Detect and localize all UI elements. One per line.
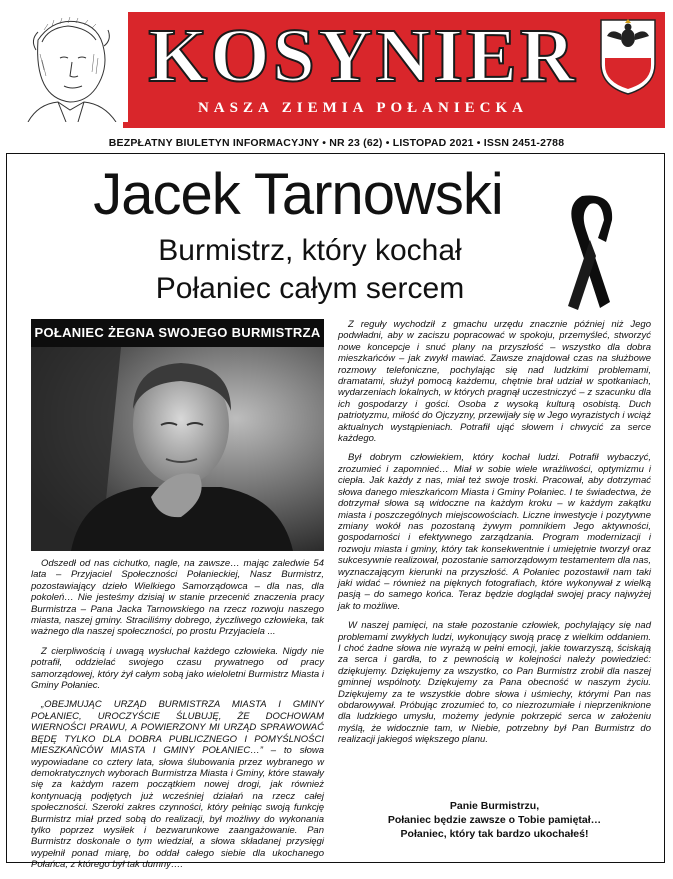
right-paragraph-3: W naszej pamięci, na stałe pozostanie człowiek, pochylający się nad problemami zwykłych ludzi, wykonujący swoją pracę z wielkim oddaniem. I choć żadne słowa nie wyrażą w pełni emocji, jakie towarzyszą, ściskają za serca i gardła, to z pewnością w kolejności należy powiedzieć: dziękujemy. Dziękujemy za wszystko, co Pan Burmistrz zrobił dla naszej gminnej wspólnoty. Dziękujemy za Pana obecność w naszym życiu. Dziękujemy za te wszystkie dobre słowa i uśmiechy, którymi Pan nas obdarowywał. Próbując zrozumieć to, co niezrozumiałe i nieprzeniknione dla ludzkiego umysłu, możemy jedynie pokrzepić serca w założeniu myślą, że widocznie tam, w Niebie, potrzebny był Pan Burmistrz do realizacji jakiegoś większego planu.: [338, 620, 651, 746]
kosciuszko-portrait-illustration: [8, 10, 128, 122]
issue-info-bar: BEZPŁATNY BIULETYN INFORMACYJNY • NR 23 (62) • LISTOPAD 2021 • ISSN 2451-2788: [108, 137, 565, 149]
left-paragraph-2: Z cierpliwością i uwagą wysłuchał każdego człowieka. Nigdy nie potrafił, oddzielać swojego czasu prywatnego od pracy samorządowej, który żył całym sobą jako wieloletni Burmistrz Miasta i Gminy Połaniec.: [31, 645, 324, 692]
masthead: [0, 0, 673, 128]
right-paragraph-1: Z reguły wychodził z gmachu urzędu znacznie później niż Jego podwładni, aby w zaciszu popracować w spokoju, przemyśleć, stworzyć nowe koncepcje i snuć plany na przyszłość – wszystko dla dobra mieszkańców – jak zwykł mawiać. Zawsze znajdował czas na służbowe rozmowy telefoniczne, pochylając się nad ludzkimi problemami, dramatami, służył pomocą każdemu, chętnie brał udział w spotkaniach, wydarzeniach lokalnych, w których pragnął uczestniczyć – z szacunku dla ich gospodarzy i gości. Osoba z wysoką kulturą osobistą. Duch patriotyzmu, miłość do Ojczyzny, przewijały się w Jego wyrazistych i wciąż aktualnych wystąpieniach. Potrafił ująć słowem i chwycić za serce każdego.: [338, 319, 651, 445]
coat-of-arms-icon: [597, 18, 659, 96]
article-subhead: [70, 232, 550, 308]
mourning-ribbon-icon: [560, 190, 618, 310]
article-left-column: [31, 558, 324, 879]
masthead-title: KOSYNIER: [148, 14, 578, 98]
closing-line-1: Panie Burmistrzu,: [449, 800, 540, 812]
article-headline: Jacek Tarnowski: [93, 162, 503, 227]
masthead-subtitle: NASZA ZIEMIA POŁANIECKA: [197, 100, 529, 116]
article-right-column: [338, 319, 651, 754]
right-paragraph-2: Był dobrym człowiekiem, który kochał ludzi. Potrafił wybaczyć, zrozumieć i zapomnieć… Miał w sobie wiele wrażliwości, optymizmu i ciepła. Jak każdy z nas, miał też swoje troski. Pracował, aby dotrzymać słowa danego mieszkańcom Miasta i Gminy Połaniec. I te świadectwa, że dotrzymał słowa są widoczne na każdym kroku – w każdym zakątku miasta i poszczególnych miejscowościach. Liczne inwestycje i pozytywne zmiany wokół nas pozostaną żywym pomnikiem Jego aktywności, gospodarności i efektywnego zarządzania. Program modernizacji i rozwoju miasta i gminy, który tak konsekwentnie i umiejętnie tworzył oraz sukcesywnie realizował, pozostanie samorządowym testamentem dla nas, wyznaczającym kierunki na przyszłość. A Połaniec pozostawił nam taki jaki widać – również na pięknych fotografiach, które wykonywał z wielką pasją – do samego końca. Teraz będzie doglądał swojej pracy najwyżej jak to możliwe.: [338, 452, 651, 612]
left-paragraph-1: Odszedł od nas cichutko, nagle, na zawsze… mając zaledwie 54 lata – Przyjaciel Społeczności Połanieckiej, Nasz Burmistrz, pozostawiający dzieło Wielkiego Samorządowca – dla nas, dla pokoleń… Nie jesteśmy dzisiaj w stanie przecenić znaczenia pracy Burmistrza – Pana Jacka Tarnowskiego na rzecz rozwoju naszego miasta, naszej gminy. Straciliśmy dobrego, życzliwego człowieka, tak ważnego dla naszej społeczności, po prostu Przyjaciela ...: [31, 558, 324, 638]
left-paragraph-3: „OBEJMUJĄC URZĄD BURMISTRZA MIASTA I GMINY POŁANIEC, UROCZYŚCIE ŚLUBUJĘ, ŻE DOCHOWAM WIERNOŚCI PRAWU, A POWIERZONY MI URZĄD SPRAWOWAĆ BĘDĘ TYLKO DLA DOBRA PUBLICZNEGO I POMYŚLNOŚCI MIESZKAŃCÓW MIASTA I GMINY POŁANIEC…” – to słowa wypowiadane co cztery lata, słowa ślubowania przez wybranego w demokratycznych wyborach Burmistrza Miasta i Gminy, które stawały się za każdym razem początkiem nowej drogi, jak również kontynuacją podjętych już wcześniej działań na rzecz całej społeczności. Szeroki zakres czynności, który pełniąc swoją funkcję Burmistrz miał przed sobą do realizacji, był możliwy do wykonania tylko poprzez wysiłek i bezwarunkowe zaangażowanie. Pan Burmistrz doskonale o tym wiedział, a słowa składanej przysięgi wypełnił ponad miarę, bo oddał całego siebie dla ukochanego Połańca, z którego był tak dumny….: [31, 699, 324, 871]
closing-line-2: Połaniec będzie zawsze o Tobie pamiętał…: [387, 814, 602, 826]
subhead-line-1: Burmistrz, który kochał: [158, 234, 462, 267]
photo-caption-banner: POŁANIEC ŻEGNA SWOJEGO BURMISTRZA: [31, 319, 324, 347]
closing-dedication: [338, 799, 651, 841]
closing-line-3: Połaniec, który tak bardzo ukochałeś!: [400, 828, 589, 840]
subhead-line-2: Połaniec całym sercem: [155, 272, 465, 305]
burmistrz-portrait-photo: [31, 347, 324, 551]
